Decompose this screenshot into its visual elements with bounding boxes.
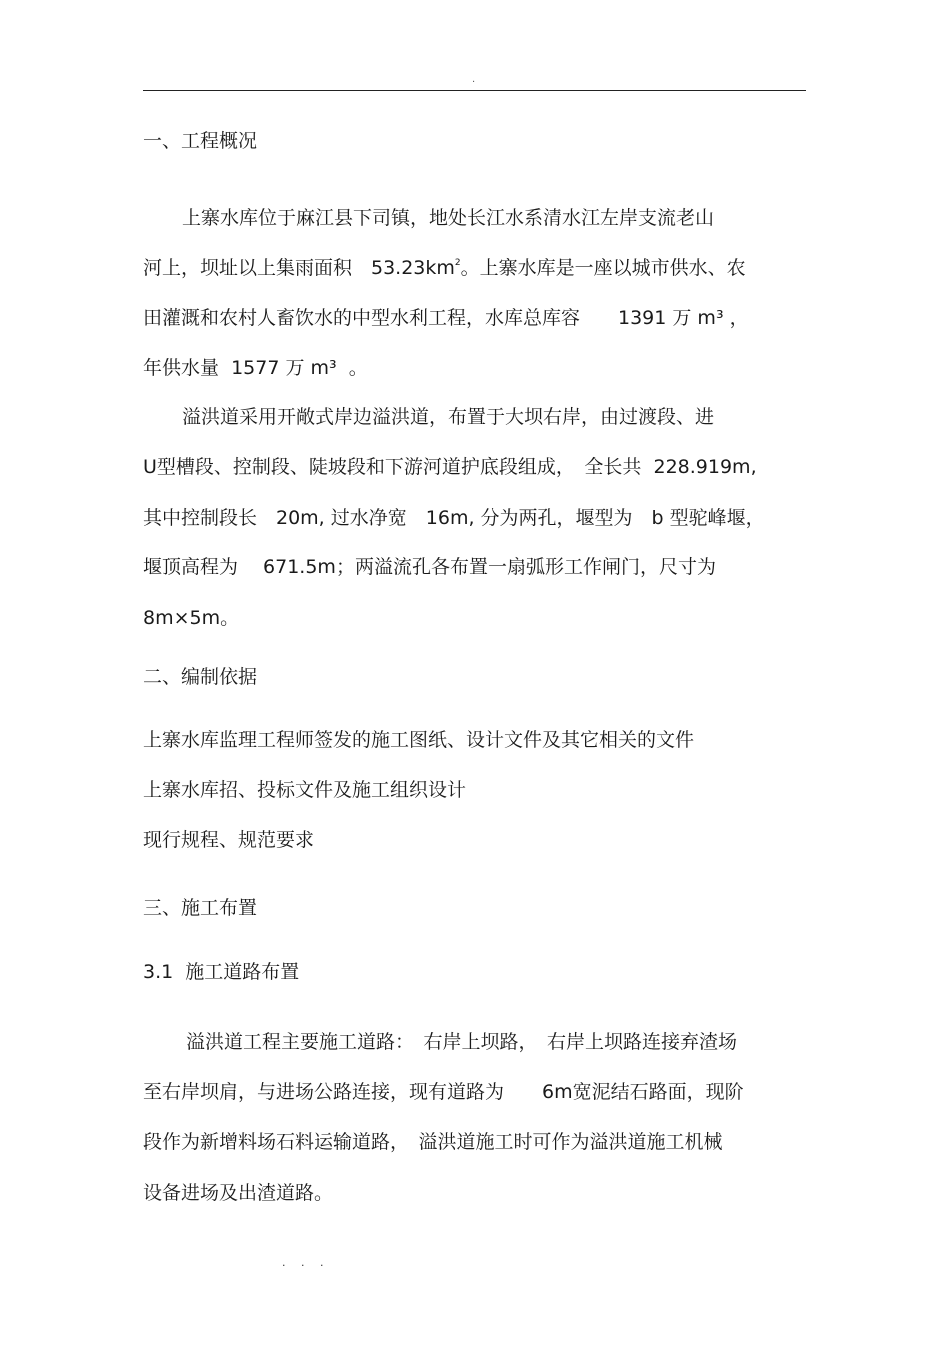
area-unit-superscript: 2: [454, 258, 461, 268]
paragraph-2-line-2: U型槽段、控制段、陡坡段和下游河道护底段组成， 全长共 228.919m,: [143, 456, 757, 478]
basis-item-2: 上寨水库招、投标文件及施工组织设计: [143, 779, 467, 801]
header-mark: .: [472, 74, 476, 85]
paragraph-2-line-3: 其中控制段长 20m, 过水净宽 16m, 分为两孔，堰型为 b 型驼峰堰，: [143, 507, 765, 529]
footer-mark: . . .: [282, 1256, 330, 1269]
paragraph-3-line-4: 设备进场及出渣道路。: [143, 1182, 334, 1204]
section-1-heading: 一、工程概况: [143, 130, 258, 152]
paragraph-1-line-1: 上寨水库位于麻江县下司镇，地处长江水系清水江左岸支流老山: [182, 207, 715, 229]
section-3-heading: 三、施工布置: [143, 897, 258, 919]
paragraph-2-line-5: 8m×5m。: [143, 607, 240, 629]
header-rule: [143, 90, 806, 91]
paragraph-1-line-4: 年供水量 1577 万 m³ 。: [143, 357, 368, 379]
paragraph-2-line-4: 堰顶高程为 671.5m；两溢流孔各布置一扇弧形工作闸门，尺寸为: [143, 556, 716, 578]
basis-item-3: 现行规程、规范要求: [143, 829, 315, 851]
basis-item-1: 上寨水库监理工程师签发的施工图纸、设计文件及其它相关的文件: [143, 729, 695, 751]
paragraph-1-line-2: [143, 257, 746, 279]
section-3-1-heading: 3.1 施工道路布置: [143, 961, 300, 983]
paragraph-3-line-3: 段作为新增料场石料运输道路， 溢洪道施工时可作为溢洪道施工机械: [143, 1131, 723, 1153]
paragraph-2-line-1: 溢洪道采用开敞式岸边溢洪道，布置于大坝右岸，由过渡段、进: [182, 406, 715, 428]
paragraph-3-line-1: 溢洪道工程主要施工道路： 右岸上坝路， 右岸上坝路连接弃渣场: [186, 1031, 738, 1053]
paragraph-1-line-2-b: 。上寨水库是一座以城市供水、农: [460, 257, 746, 279]
paragraph-1-line-3: 田灌溉和农村人畜饮水的中型水利工程，水库总库容 1391 万 m³ ，: [143, 307, 749, 329]
section-2-heading: 二、编制依据: [143, 666, 258, 688]
paragraph-3-line-2: 至右岸坝肩，与进场公路连接，现有道路为 6m宽泥结石路面，现阶: [143, 1081, 744, 1103]
paragraph-1-line-2-a: 河上，坝址以上集雨面积 53.23km: [143, 257, 455, 279]
